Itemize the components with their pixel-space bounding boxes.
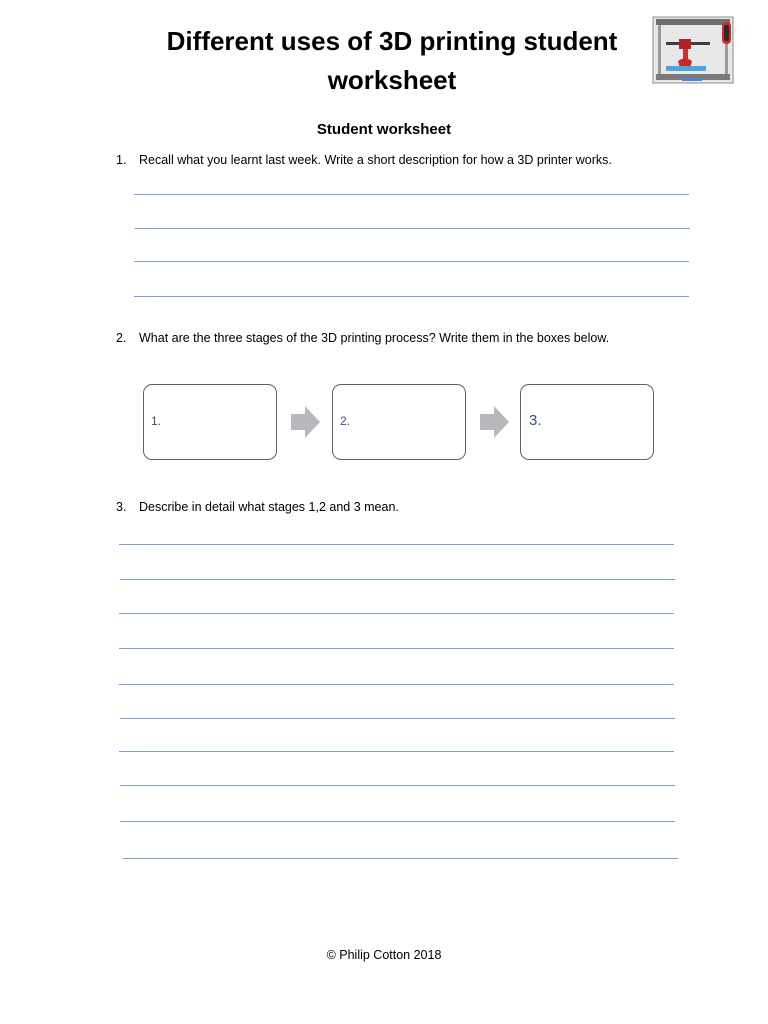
- question-3-number: 3.: [116, 500, 127, 514]
- question-1-text: Recall what you learnt last week. Write a short description for how a 3D printer works.: [139, 153, 612, 167]
- question-2-number: 2.: [116, 331, 127, 345]
- question-1-number: 1.: [116, 153, 127, 167]
- arrow-right-icon: [480, 406, 510, 438]
- answer-line-q1-1[interactable]: [134, 194, 689, 195]
- 3d-printer-icon: [652, 16, 734, 84]
- question-3: [116, 499, 399, 515]
- question-3-text: Describe in detail what stages 1,2 and 3 mean.: [139, 500, 399, 514]
- page-title: Different uses of 3D printing student worksheet: [166, 26, 618, 95]
- answer-line-q3-1[interactable]: [119, 544, 674, 545]
- answer-line-q3-6[interactable]: [120, 718, 675, 719]
- answer-line-q3-5[interactable]: [119, 684, 674, 685]
- answer-line-q1-2[interactable]: [135, 228, 690, 229]
- stage-box-3[interactable]: [520, 384, 654, 460]
- answer-line-q1-4[interactable]: [134, 296, 689, 297]
- copyright-footer: © Philip Cotton 2018: [326, 948, 442, 962]
- stage-box-1[interactable]: [143, 384, 277, 460]
- stage-1-label: 1.: [151, 414, 162, 428]
- answer-line-q3-3[interactable]: [119, 613, 674, 614]
- answer-line-q3-7[interactable]: [119, 751, 674, 752]
- question-1: [116, 152, 612, 168]
- answer-line-q3-4[interactable]: [119, 648, 674, 649]
- question-2-text: What are the three stages of the 3D printing process? Write them in the boxes below.: [139, 331, 610, 345]
- arrow-right-icon: [291, 406, 321, 438]
- answer-line-q3-2[interactable]: [120, 579, 675, 580]
- answer-line-q3-10[interactable]: [123, 858, 678, 859]
- stage-2-label: 2.: [340, 414, 351, 428]
- answer-line-q3-9[interactable]: [120, 821, 675, 822]
- worksheet-subtitle: Student worksheet: [316, 121, 452, 138]
- stage-3-label: 3.: [529, 412, 542, 429]
- question-2: [116, 330, 609, 346]
- stage-box-2[interactable]: [332, 384, 466, 460]
- answer-line-q1-3[interactable]: [134, 261, 689, 262]
- answer-line-q3-8[interactable]: [120, 785, 675, 786]
